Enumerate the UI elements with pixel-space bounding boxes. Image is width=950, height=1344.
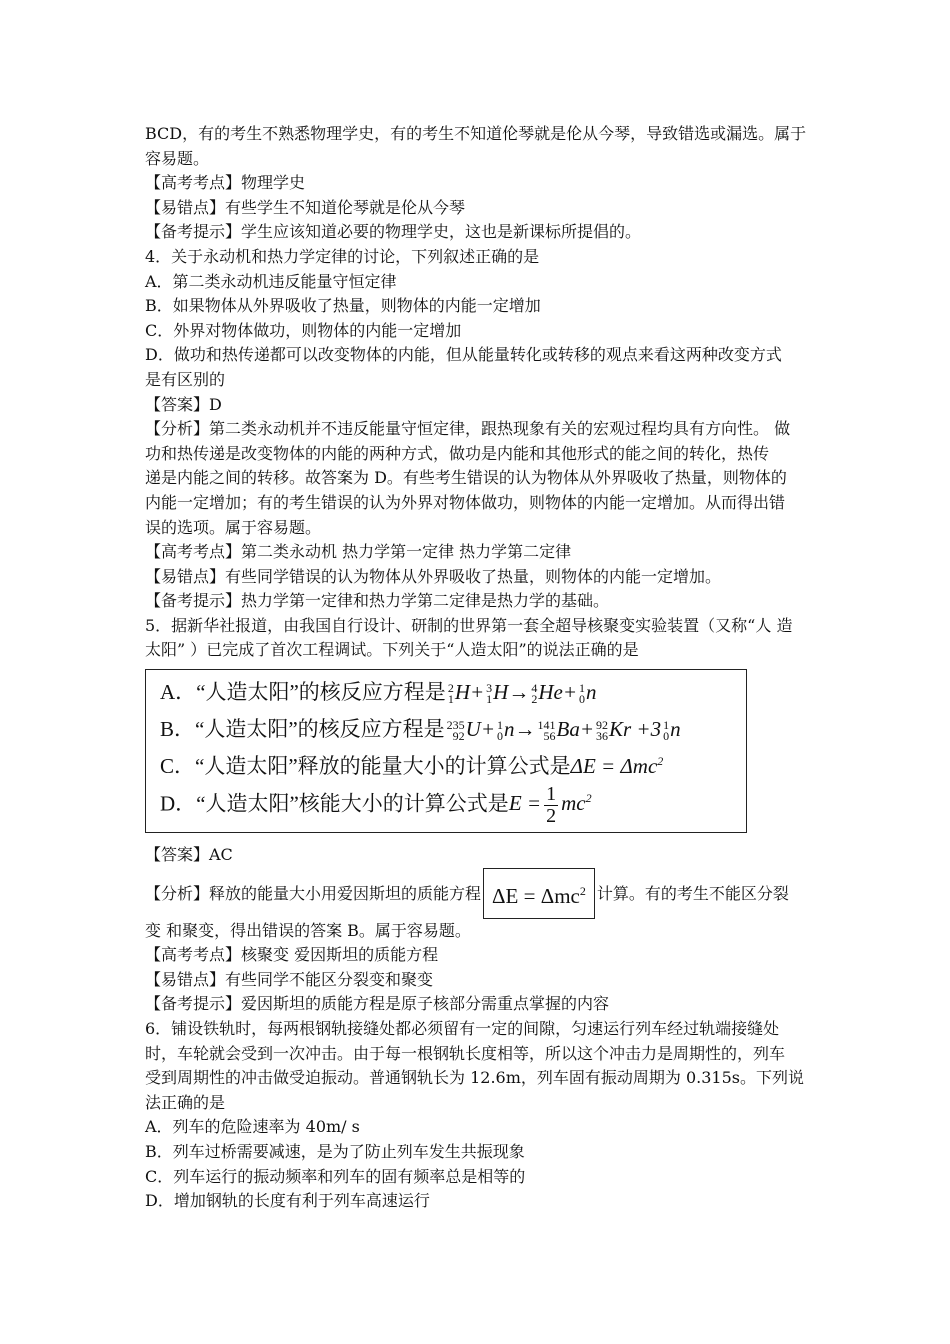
text-line: 【易错点】有些学生不知道伦琴就是伦从今琴	[145, 197, 466, 217]
question-6-option-d: D．增加钢轨的长度有利于列车高速运行	[145, 1191, 430, 1211]
text-line: 【高考考点】核聚变 爱因斯坦的质能方程	[145, 945, 439, 965]
text-line: 【分析】第二类永动机并不违反能量守恒定律，跟热现象有关的宏观过程均具有方向性。 做	[145, 419, 791, 439]
text-line: 【易错点】有些同学错误的认为物体从外界吸收了热量，则物体的内能一定增加。	[145, 566, 722, 586]
question-5-stem: 5．据新华社报道，由我国自行设计、研制的世界第一套全超导核聚变实验装置（又称“人 造	[145, 615, 793, 635]
text-line: 【备考提示】爱因斯坦的质能方程是原子核部分需重点掌握的内容	[145, 994, 610, 1014]
text-line: 功和热传递是改变物体的内能的两种方式，做功是内能和其他形式的能之间的转化，热传	[145, 443, 770, 463]
text-line: 【高考考点】物理学史	[145, 173, 306, 193]
kinetic-energy-formula: E = $\frac{1}{2}$ $mc^2$	[508, 783, 592, 828]
question-5-option-b	[160, 713, 681, 743]
text-line: 递是内能之间的转移。故答案为 D。有些考生错误的认为物体从外界吸收了热量，则物体的	[145, 468, 787, 488]
text-line: 容易题。	[145, 148, 210, 168]
mass-energy-formula: ΔE = Δmc$^2$	[570, 754, 664, 779]
text-line: 太阳” ）已完成了首次工程调试。下列关于“人造太阳”的说法正确的是	[145, 640, 639, 660]
question-5-options-box	[145, 669, 747, 833]
question-5-option-a	[160, 676, 597, 706]
analysis-formula-box: ΔE = Δmc$^2$	[483, 868, 595, 919]
option-label: A．“人造太阳”的核反应方程是	[160, 680, 446, 705]
text-line: 【高考考点】第二类永动机 热力学第一定律 热力学第二定律	[145, 542, 572, 562]
question-4-option-d: D．做功和热传递都可以改变物体的内能，但从能量转化或转移的观点来看这两种改变方式	[145, 345, 782, 365]
question-6-option-c: C．列车运行的振动频率和列车的固有频率总是相等的	[145, 1166, 526, 1186]
question-5-option-c	[160, 750, 663, 780]
question-4-option-b: B．如果物体从外界吸收了热量，则物体的内能一定增加	[145, 296, 541, 316]
question-6-option-a: A．列车的危险速率为 40m/ s	[145, 1117, 360, 1137]
text-line: 【易错点】有些同学不能区分裂变和聚变	[145, 969, 434, 989]
text-column	[145, 122, 815, 1214]
option-label: B．“人造太阳”的核反应方程是	[160, 717, 445, 742]
option-label: D．“人造太阳”核能大小的计算公式是	[160, 791, 509, 816]
text-line: 误的选项。属于容易题。	[145, 517, 322, 537]
text-line: 【备考提示】学生应该知道必要的物理学史，这也是新课标所提倡的。	[145, 222, 642, 242]
question-5-answer: 【答案】AC	[145, 845, 233, 865]
block-2	[145, 919, 815, 1214]
option-label: C．“人造太阳”释放的能量大小的计算公式是	[160, 754, 571, 779]
text-line: 变 和聚变，得出错误的答案 B。属于容易题。	[145, 920, 471, 940]
text-line: 时，车轮就会受到一次冲击。由于每一根钢轨长度相等，所以这个冲击力是周期性的，列车	[145, 1043, 786, 1063]
question-5-analysis: 【分析】释放的能量大小用爱因斯坦的质能方程 ΔE = Δmc$^2$ 计算。有的考生不能区分裂	[145, 868, 815, 919]
question-6-option-b: B．列车过桥需要减速，是为了防止列车发生共振现象	[145, 1142, 525, 1161]
text-line: BCD，有的考生不熟悉物理学史，有的考生不知道伦琴就是伦从今琴，导致错选或漏选。属于	[145, 124, 807, 143]
block-1	[145, 122, 815, 663]
text-line: 受到周期性的冲击做受迫振动。普通钢轨长为 12.6m，列车固有振动周期为 0.315s。下列说	[145, 1068, 804, 1088]
question-4-answer: 【答案】D	[145, 394, 222, 414]
question-4-option-a: A．第二类永动机违反能量守恒定律	[145, 271, 397, 291]
text-line: 是有区别的	[145, 369, 226, 389]
question-4-stem: 4．关于永动机和热力学定律的讨论，下列叙述正确的是	[145, 246, 540, 266]
question-6-stem: 6．铺设铁轨时，每两根钢轨接缝处都必须留有一定的间隙，匀速运行列车经过轨端接缝处	[145, 1019, 780, 1039]
reaction-equation-fusion: 2 1 H+ 3 1 H→ 4 2 He+ 1 0 n	[447, 680, 597, 707]
reaction-equation-fission: 235 92 U+ 1 0 n→ 141 56 Ba+ 92 36 Kr +3 1 0 n	[446, 717, 681, 744]
text-line: 法正确的是	[145, 1092, 226, 1112]
text-line: 【备考提示】热力学第一定律和热力学第二定律是热力学的基础。	[145, 591, 610, 611]
question-5-option-d	[160, 784, 592, 827]
question-4-option-c: C．外界对物体做功，则物体的内能一定增加	[145, 320, 462, 340]
text-line: 内能一定增加；有的考生错误的认为外界对物体做功，则物体的内能一定增加。从而得出错	[145, 492, 786, 512]
